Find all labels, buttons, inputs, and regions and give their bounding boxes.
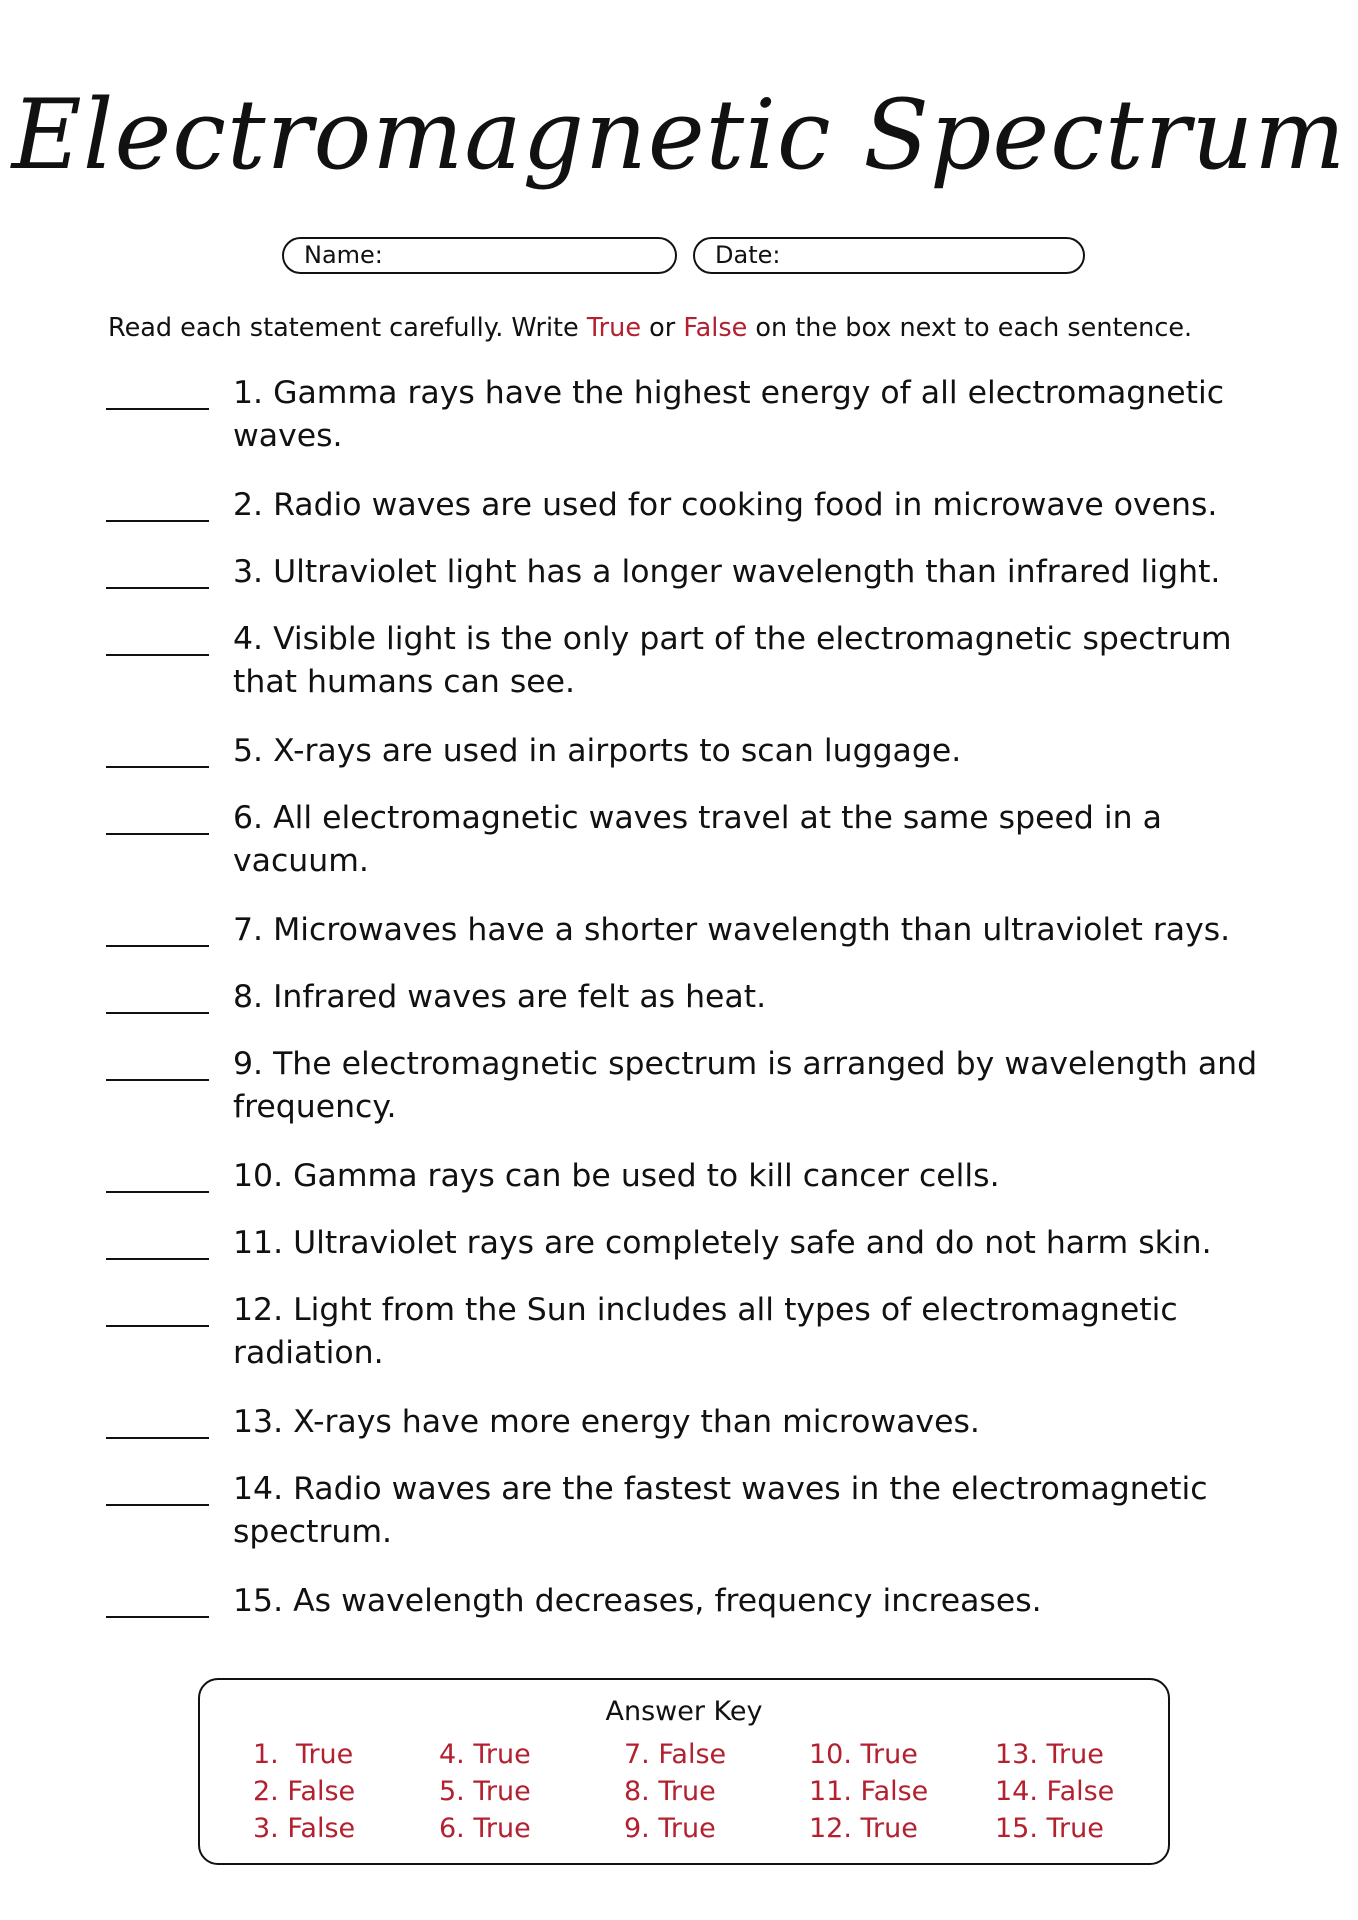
- question-text: 8. Infrared waves are felt as heat.: [233, 979, 767, 1015]
- question-text: 11. Ultraviolet rays are completely safe and do not harm skin.: [233, 1225, 1212, 1261]
- answer-key-item: 4. True: [439, 1739, 531, 1770]
- answer-key-column: [253, 1736, 355, 1847]
- answer-blank[interactable]: [106, 833, 209, 835]
- answer-blank[interactable]: [106, 654, 209, 656]
- question-text: 2. Radio waves are used for cooking food in microwave ovens.: [233, 487, 1218, 523]
- answer-blank[interactable]: [106, 1616, 209, 1618]
- answer-key-item: 2. False: [253, 1776, 356, 1807]
- name-label: Name:: [304, 241, 383, 269]
- answer-key-item: 8. True: [624, 1776, 716, 1807]
- answer-blank[interactable]: [106, 587, 209, 589]
- instructions-part2: or: [641, 313, 684, 343]
- question-text: 15. As wavelength decreases, frequency increases.: [233, 1583, 1042, 1619]
- question-text: 9. The electromagnetic spectrum is arranged by wavelength and frequency.: [233, 1046, 1258, 1125]
- answer-key-column: [995, 1736, 1114, 1847]
- question-text: 5. X-rays are used in airports to scan luggage.: [233, 733, 962, 769]
- instructions-part3: on the box next to each sentence.: [747, 313, 1193, 343]
- answer-key-item: 10. True: [809, 1739, 918, 1770]
- answer-key-item: 6. True: [439, 1813, 531, 1844]
- answer-key-item: 12. True: [809, 1813, 918, 1844]
- instructions: [108, 310, 1268, 346]
- answer-key-title: Answer Key: [605, 1696, 763, 1727]
- answer-key-item: 1. True: [253, 1739, 354, 1770]
- question-text: 14. Radio waves are the fastest waves in the electromagnetic spectrum.: [233, 1471, 1208, 1550]
- answer-blank[interactable]: [106, 408, 209, 410]
- answer-blank[interactable]: [106, 1437, 209, 1439]
- answer-key-column: [624, 1736, 726, 1847]
- answer-blank[interactable]: [106, 1504, 209, 1506]
- answer-blank[interactable]: [106, 1012, 209, 1014]
- date-field[interactable]: [693, 237, 1085, 274]
- question-text: 4. Visible light is the only part of the electromagnetic spectrum that humans can see.: [233, 621, 1232, 700]
- answer-key-item: 14. False: [995, 1776, 1115, 1807]
- answer-key-item: 11. False: [809, 1776, 929, 1807]
- name-field[interactable]: [282, 237, 677, 274]
- answer-key-item: 13. True: [995, 1739, 1104, 1770]
- answer-key-item: 15. True: [995, 1813, 1104, 1844]
- answer-blank[interactable]: [106, 766, 209, 768]
- question-text: 6. All electromagnetic waves travel at the same speed in a vacuum.: [233, 800, 1162, 879]
- answer-blank[interactable]: [106, 1191, 209, 1193]
- instructions-true-word: True: [586, 313, 642, 343]
- question-text: 13. X-rays have more energy than microwaves.: [233, 1404, 980, 1440]
- question-text: 7. Microwaves have a shorter wavelength than ultraviolet rays.: [233, 912, 1231, 948]
- answer-key-item: 3. False: [253, 1813, 356, 1844]
- answer-key-box: [198, 1678, 1170, 1865]
- answer-blank[interactable]: [106, 1325, 209, 1327]
- instructions-false-word: False: [683, 313, 748, 343]
- question-text: 3. Ultraviolet light has a longer wavelength than infrared light.: [233, 554, 1221, 590]
- date-label: Date:: [715, 241, 781, 269]
- page-title: Electromagnetic Spectrum: [11, 79, 1347, 191]
- instructions-part1: Read each statement carefully. Write: [108, 313, 587, 343]
- answer-blank[interactable]: [106, 1258, 209, 1260]
- answer-blank[interactable]: [106, 520, 209, 522]
- question-text: 12. Light from the Sun includes all types of electromagnetic radiation.: [233, 1292, 1178, 1371]
- question-text: 1. Gamma rays have the highest energy of all electromagnetic waves.: [233, 375, 1225, 454]
- answer-key-item: 5. True: [439, 1776, 531, 1807]
- answer-blank[interactable]: [106, 945, 209, 947]
- answer-key-column: [809, 1736, 928, 1847]
- answer-key-column: [439, 1736, 531, 1847]
- answer-blank[interactable]: [106, 1079, 209, 1081]
- answer-key-item: 7. False: [624, 1739, 727, 1770]
- question-text: 10. Gamma rays can be used to kill cancer cells.: [233, 1158, 1000, 1194]
- answer-key-item: 9. True: [624, 1813, 716, 1844]
